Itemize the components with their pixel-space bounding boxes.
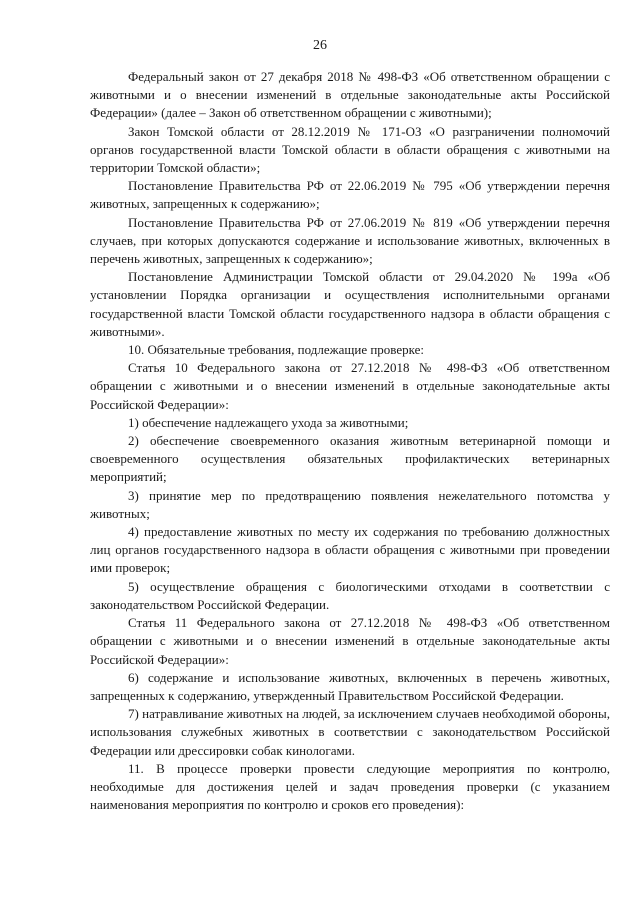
paragraph-federal-law-498: Федеральный закон от 27 декабря 2018 № 498-ФЗ «Об ответственном обращении с животными и о внесении изменений в отдельные законодательные акты Российской Федерации» (далее – Закон об ответственном обращении с животными); — [90, 69, 610, 121]
paragraph-section-11: 11. В процессе проверки провести следующие мероприятия по контролю, необходимые для достижения целей и задач проведения проверки (с указанием наименования мероприятия по контролю и сроков его проведения): — [90, 760, 610, 813]
list-item-requirement-4: 4) предоставление животных по месту их содержания по требованию должностных лиц органов государственного надзора в области обращения с животными при проведении ими проверок; — [90, 524, 610, 576]
paragraph-section-10-heading: 10. Обязательные требования, подлежащие проверке: — [128, 342, 425, 358]
list-item-requirement-1: 1) обеспечение надлежащего ухода за животными; — [128, 414, 409, 430]
paragraph-decree-819: Постановление Правительства РФ от 27.06.2019 № 819 «Об утверждении перечня случаев, при которых допускаются содержание и использование животных, включенных в перечень животных, запрещенных к содержанию»; — [90, 214, 610, 267]
paragraph-decree-795: Постановление Правительства РФ от 22.06.2019 № 795 «Об утверждении перечня животных, запрещенных к содержанию»; — [90, 178, 610, 212]
list-item-requirement-6: 6) содержание и использование животных, включенных в перечень животных, запрещенных к содержанию, утвержденный Правительством Российской Федерации. — [90, 669, 610, 703]
paragraph-article-10: Статья 10 Федерального закона от 27.12.2018 № 498-ФЗ «Об ответственном обращении с животными и о внесении изменений в отдельные законодательные акты Российской Федерации»: — [90, 360, 610, 412]
list-item-requirement-2: 2) обеспечение своевременного оказания животным ветеринарной помощи и своевременного осуществления обязательных профилактических ветеринарных мероприятий; — [90, 433, 610, 485]
paragraph-tomsk-resolution-199a: Постановление Администрации Томской области от 29.04.2020 № 199а «Об установлении Порядка организации и осуществления исполнительными органами государственной власти Томской области государственного надзора в области обращения с животными». — [90, 269, 610, 339]
paragraph-article-11: Статья 11 Федерального закона от 27.12.2018 № 498-ФЗ «Об ответственном обращении с животными и о внесении изменений в отдельные законодательные акты Российской Федерации»: — [90, 615, 610, 667]
paragraph-tomsk-law-171: Закон Томской области от 28.12.2019 № 171-ОЗ «О разграничении полномочий органов государственной власти Томской области в области обращения с животными на территории Томской области»; — [90, 123, 610, 176]
document-body — [90, 68, 610, 814]
list-item-requirement-7: 7) натравливание животных на людей, за исключением случаев необходимой обороны, использования служебных животных в соответствии с законодательством Российской Федерации или дрессировки собак кинологами. — [90, 706, 610, 758]
list-item-requirement-5: 5) осуществление обращения с биологическими отходами в соответствии с законодательством Российской Федерации. — [90, 578, 610, 612]
page-number: 26 — [313, 38, 327, 53]
list-item-requirement-3: 3) принятие мер по предотвращению появления нежелательного потомства у животных; — [90, 487, 610, 521]
